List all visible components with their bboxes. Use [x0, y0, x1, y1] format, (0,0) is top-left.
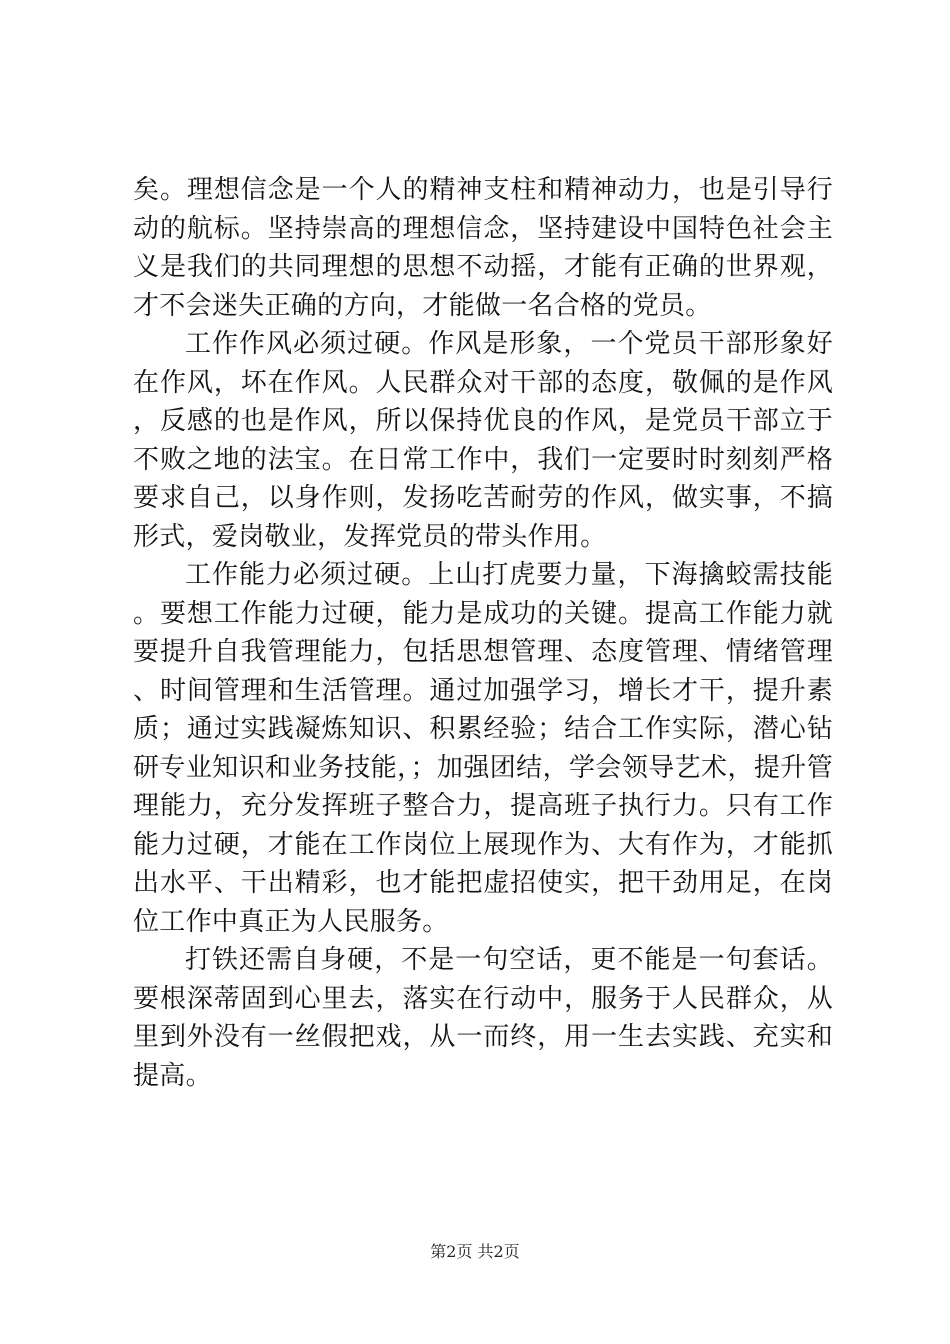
page-number-footer: 第2页 共2页 — [430, 1242, 520, 1261]
paragraph-work-style: 工作作风必须过硬。作风是形象，一个党员干部形象好在作风，坏在作风。人民群众对干部的态度，敬佩的是作风，反感的也是作风，所以保持优良的作风，是党员干部立于不败之地的法宝。在日常工作中，我们一定要时时刻刻严格要求自己，以身作则，发扬吃苦耐劳的作风，做实事，不搞形式，爱岗敬业，发挥党员的带头作用。 — [133, 329, 833, 552]
paragraph-conclusion: 打铁还需自身硬，不是一句空话，更不能是一句套话。要根深蒂固到心里去，落实在行动中，服务于人民群众，从里到外没有一丝假把戏，从一而终，用一生去实践、充实和提高。 — [133, 945, 833, 1091]
paragraph-work-ability: 工作能力必须过硬。上山打虎要力量，下海擒蛟需技能。要想工作能力过硬，能力是成功的关键。提高工作能力就要提升自我管理能力，包括思想管理、态度管理、情绪管理、时间管理和生活管理。通过加强学习，增长才干，提升素质；通过实践凝炼知识、积累经验；结合工作实际，潜心钻研专业知识和业务技能，；加强团结，学会领导艺术，提升管理能力，充分发挥班子整合力，提高班子执行力。只有工作能力过硬，才能在工作岗位上展现作为、大有作为，才能抓出水平、干出精彩，也才能把虚招使实，把干劲用足，在岗位工作中真正为人民服务。 — [133, 560, 833, 937]
paragraph-continuation: 矣。理想信念是一个人的精神支柱和精神动力，也是引导行动的航标。坚持崇高的理想信念，坚持建设中国特色社会主义是我们的共同理想的思想不动摇，才能有正确的世界观，才不会迷失正确的方向，才能做一名合格的党员。 — [133, 175, 833, 321]
document-body — [133, 171, 833, 1095]
